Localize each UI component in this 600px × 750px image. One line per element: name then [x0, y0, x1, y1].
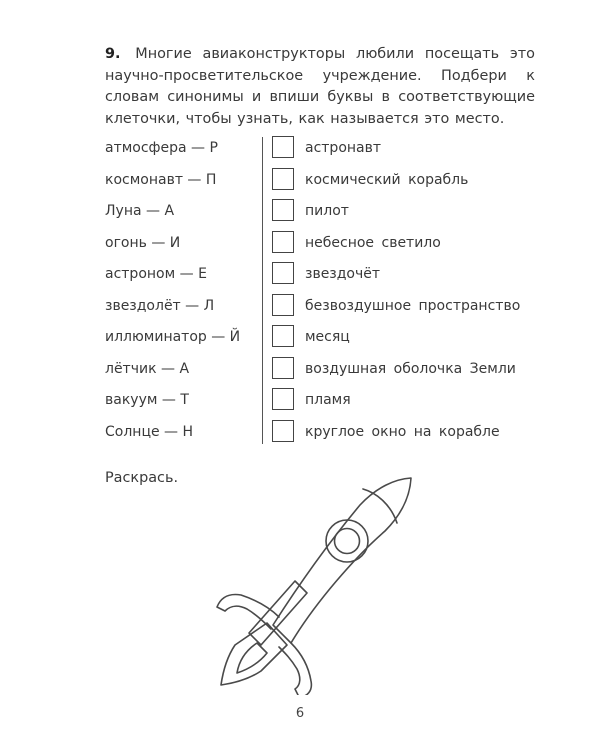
word-item: астроном — Е	[105, 266, 207, 282]
coloring-instruction: Раскрась.	[105, 470, 179, 486]
answer-cell[interactable]	[272, 136, 294, 158]
synonym-text: пилот	[305, 203, 349, 219]
answer-cell[interactable]	[272, 357, 294, 379]
answer-cell[interactable]	[272, 231, 294, 253]
word-item: космонавт — П	[105, 171, 217, 188]
answer-cell[interactable]	[272, 388, 294, 410]
answer-cell[interactable]	[272, 262, 294, 284]
synonym-text: безвоздушное пространство	[305, 297, 521, 314]
task-text	[105, 44, 535, 130]
synonym-text: воздушная оболочка Земли	[305, 360, 516, 377]
word-item: иллюминатор — Й	[105, 329, 241, 345]
synonym-text: круглое окно на корабле	[305, 423, 500, 440]
task-number: 9.	[105, 46, 121, 62]
answer-cell[interactable]	[272, 325, 294, 347]
synonym-text: астронавт	[305, 140, 382, 156]
word-item: атмосфера — Р	[105, 140, 218, 156]
answer-cell[interactable]	[272, 199, 294, 221]
word-item: вакуум — Т	[105, 392, 189, 408]
synonym-text: космический корабль	[305, 171, 469, 188]
word-item: Луна — А	[105, 203, 175, 219]
synonym-text: небесное светило	[305, 234, 441, 251]
rocket-illustration[interactable]	[195, 465, 425, 695]
answer-cell[interactable]	[272, 294, 294, 316]
answer-cell[interactable]	[272, 420, 294, 442]
word-item: огонь — И	[105, 234, 181, 251]
word-item: звездолёт — Л	[105, 297, 215, 314]
answer-cell[interactable]	[272, 168, 294, 190]
synonym-text: пламя	[305, 392, 351, 408]
task-instruction: Многие авиаконструкторы любили посещать это научно-просветительское учреждение. Подбери к словам синонимы и впиши буквы в соответствующие клеточки, чтобы узнать, как называется это место.	[105, 46, 535, 127]
word-item: лётчик — А	[105, 360, 190, 377]
words-column	[105, 133, 240, 448]
column-divider	[262, 137, 263, 444]
synonym-text: звездочёт	[305, 266, 381, 282]
page-number: 6	[295, 706, 305, 721]
word-item: Солнце — Н	[105, 423, 194, 440]
synonym-text: месяц	[305, 329, 350, 345]
